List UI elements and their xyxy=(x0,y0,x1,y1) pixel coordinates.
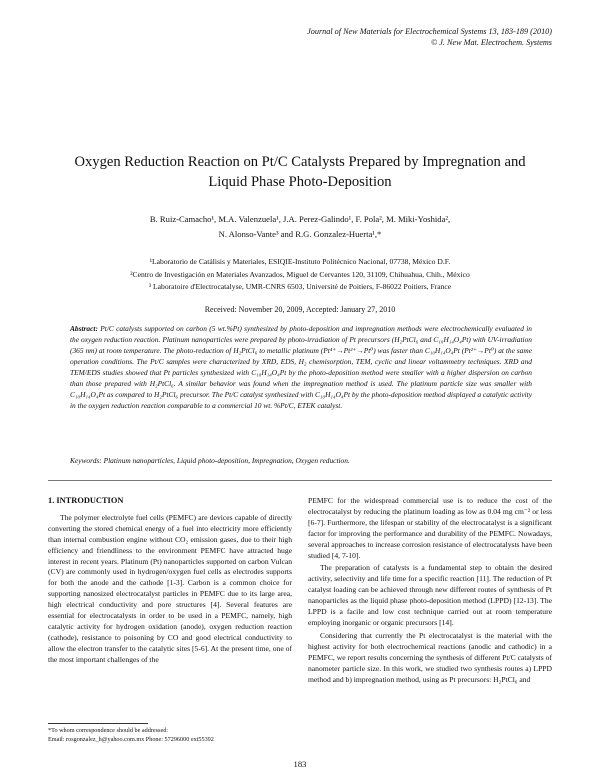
footnote xyxy=(48,727,298,744)
footnote-line-2: Email: rosgonzalez_h@yahoo.com.mx Phone: 57296000 ext55392 xyxy=(48,735,214,743)
title-line-1: Oxygen Reduction Reaction on Pt/C Catalysts Prepared by Impregnation and xyxy=(74,154,526,170)
abstract-label: Abstract: xyxy=(70,324,98,333)
paragraph: PEMFC for the widespread commercial use is to reduce the cost of the electrocatalyst by reducing the platinum loading as low as 0.04 mg cm⁻² or less [6-7]. Furthermore, the lifespan or stability of the electrocatalyst is a significant factor for improving the performance and durability of the PEMFC. Nowadays, several approaches to increase corrosion resistance of electrocatalysts have been studied [4, 7-10]. xyxy=(308,496,552,560)
section-heading: 1. INTRODUCTION xyxy=(48,496,124,505)
section-divider xyxy=(48,480,552,481)
authors-line-2: N. Alonso-Vante³ and R.G. Gonzalez-Huerta¹,* xyxy=(218,229,382,239)
paper-title xyxy=(40,152,560,192)
page-number: 183 xyxy=(293,759,307,769)
left-column xyxy=(48,496,292,668)
authors-line-1: B. Ruiz-Camacho¹, M.A. Valenzuela¹, J.A. Perez-Galindo¹, F. Pola², M. Miki-Yoshida², xyxy=(149,214,451,224)
affiliation-2: ²Centro de Investigación en Materiales Avanzados, Miguel de Cervantes 120, 31109, Chihuahua, Chih., México xyxy=(130,269,470,279)
right-column xyxy=(308,496,552,687)
affiliation-3: ³ Laboratoire d'Electrocatalyse, UMR-CNRS 6503, Université de Poitiers, F-86022 Poitiers, France xyxy=(148,282,452,291)
abstract xyxy=(70,323,532,411)
title-line-2: Liquid Phase Photo-Deposition xyxy=(208,174,392,190)
journal-copyright: © J. New Mat. Electrochem. Systems xyxy=(431,38,552,47)
journal-citation: Journal of New Materials for Electrochemical Systems 13, 183-189 (2010) xyxy=(307,27,552,36)
paragraph: The polymer electrolyte fuel cells (PEMFC) are devices capable of directly converting the stored chemical energy of a fuel into electricity more efficiently than internal combustion engine without CO₂ emission gases, due to their high efficiency and friendliness to the environment PEMFC have attracted huge interest in recent years. Platinum (Pt) nanoparticles supported on carbon Vulcan (CV) are commonly used in hydrogen/oxygen fuel cells as electrodes supports for both the anode and the cathode [1-3]. Carbon is a common choice for supporting nanosized electrocatalyst particles in PEMFC due to its large area, high electrical conductivity and pore structures [4]. Several features are essential for electrocatalysts in order to be used in a PEMFC, namely, high catalytic activity for hydrogen oxidation (anode), oxygen reduction reaction (cathode), resistance to poisoning by CO and good electrical conductivity to allow the electron transfer to the catalytic sites [5-6]. At the present time, one of the most important challenges of the xyxy=(48,512,292,664)
keywords: Keywords: Platinum nanoparticles, Liquid photo-deposition, Impregnation, Oxygen reduction. xyxy=(70,456,350,465)
affiliation-1: ¹Laboratorio de Catálisis y Materiales, ESIQIE-Instituto Politécnico Nacional, 07738, México D.F. xyxy=(149,257,451,266)
journal-header xyxy=(307,26,552,48)
paragraph: The preparation of catalysts is a fundamental step to obtain the desired activity, selectivity and life time for a specific reaction [11]. The reduction of Pt catalyst loading can be achieved through new different routes of synthesis of Pt nanoparticles as the liquid phase photo-deposition method (LPPD) [12-13]. The LPPD is a facile and low cost technique carried out at room temperature employing inorganic or organic precursors [14]. xyxy=(308,563,552,627)
paragraph: Considering that currently the Pt electrocatalyst is the material with the highest activity for both electrochemical reactions (anodic and cathodic) in a PEMFC, we report results concerning the synthesis of different Pt/C catalysts of nanometer particle size. In this work, we studied two synthesis routes a) LPPD method and b) impregnation method, using as Pt precursors: H₂PtCl₆ and xyxy=(308,630,552,684)
abstract-text: Pt/C catalysts supported on carbon (5 wt.%Pt) synthesized by photo-deposition and impregnation methods were electrochemically evaluated in the oxygen reduction reaction. Platinum nanoparticles were prepared by photo-irradiation of Pt precursors (H₂PtCl₆ and C₁₀H₁₄O₄Pt) with UV-irradiation (365 nm) at room temperature. The photo-reduction of H₂PtCl₆ to metallic platinum (Pt⁴⁺→Pt²⁺→Pt⁰) was faster than C₁₀H₁₄O₄Pt (Pt²⁺→Pt⁰) at the same operation conditions. The Pt/C samples were characterized by XRD, EDS, H₂ chemisorption, TEM, cyclic and linear voltammetry techniques. XRD and TEM/EDS studies showed that Pt particles synthesized with C₁₀H₁₄O₄Pt by the photo-deposition method were smaller with a higher dispersion on carbon than those prepared with H₂PtCl₆. A similar behavior was found when the impregnation method is used. The platinum particle size was smaller with C₁₀H₁₄O₄Pt as compared to H₂PtCl₆ precursor. The Pt/C catalyst synthesized with C₁₀H₁₄O₄Pt by the photo-deposition method displayed a catalytic activity in the oxygen reduction reaction comparable to a commercial 10 wt. %Pt/C, ETEK catalyst. xyxy=(70,324,532,410)
author-list xyxy=(60,212,540,242)
affiliations xyxy=(50,256,550,294)
footnote-line-1: *To whom correspondence should be addressed: xyxy=(48,727,169,734)
footnote-rule xyxy=(48,723,148,724)
received-dates: Received: November 20, 2009, Accepted: January 27, 2010 xyxy=(204,305,396,314)
